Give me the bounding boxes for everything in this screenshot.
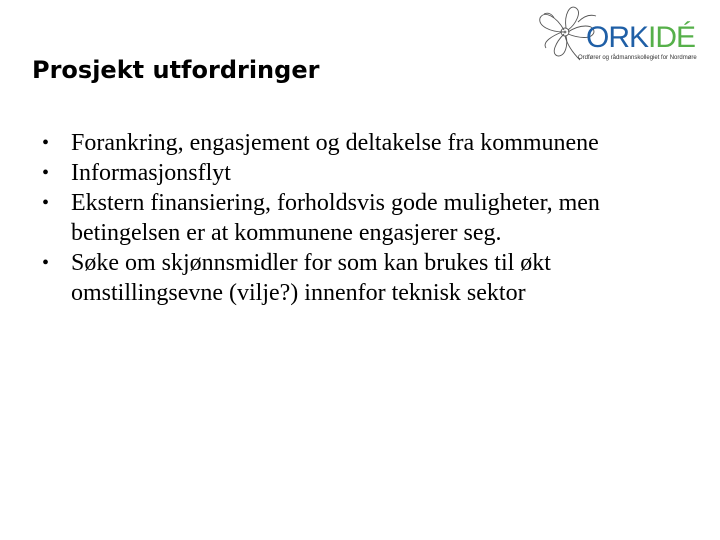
bullet-dot-icon: •: [42, 162, 50, 184]
logo-tagline: Ordfører og rådmannskollegiet for Nordmøre: [578, 55, 697, 61]
bullet-text: Forankring, engasjement og deltakelse fra kommunene: [71, 130, 599, 156]
bullet-item: [42, 248, 702, 308]
bullet-item: [42, 158, 702, 188]
orkide-logo: [534, 2, 714, 76]
bullet-text: Ekstern finansiering, forholdsvis gode muligheter, men betingelsen er at kommunene engasjerer seg.: [71, 190, 600, 246]
bullet-list: [42, 128, 702, 308]
bullet-item: [42, 188, 702, 248]
bullet-item: [42, 128, 702, 158]
slide-title: Prosjekt utfordringer: [32, 56, 320, 84]
bullet-dot-icon: •: [42, 132, 50, 154]
logo-wordmark-ide: IDÉ: [648, 21, 696, 54]
bullet-dot-icon: •: [42, 252, 50, 274]
bullet-dot-icon: •: [42, 192, 50, 214]
bullet-text: Informasjonsflyt: [71, 160, 231, 186]
bullet-text: Søke om skjønnsmidler for som kan brukes til økt omstillingsevne (vilje?) innenfor teknisk sektor: [71, 250, 551, 306]
logo-wordmark-ork: ORK: [586, 21, 649, 54]
logo-wordmark: [586, 23, 695, 53]
